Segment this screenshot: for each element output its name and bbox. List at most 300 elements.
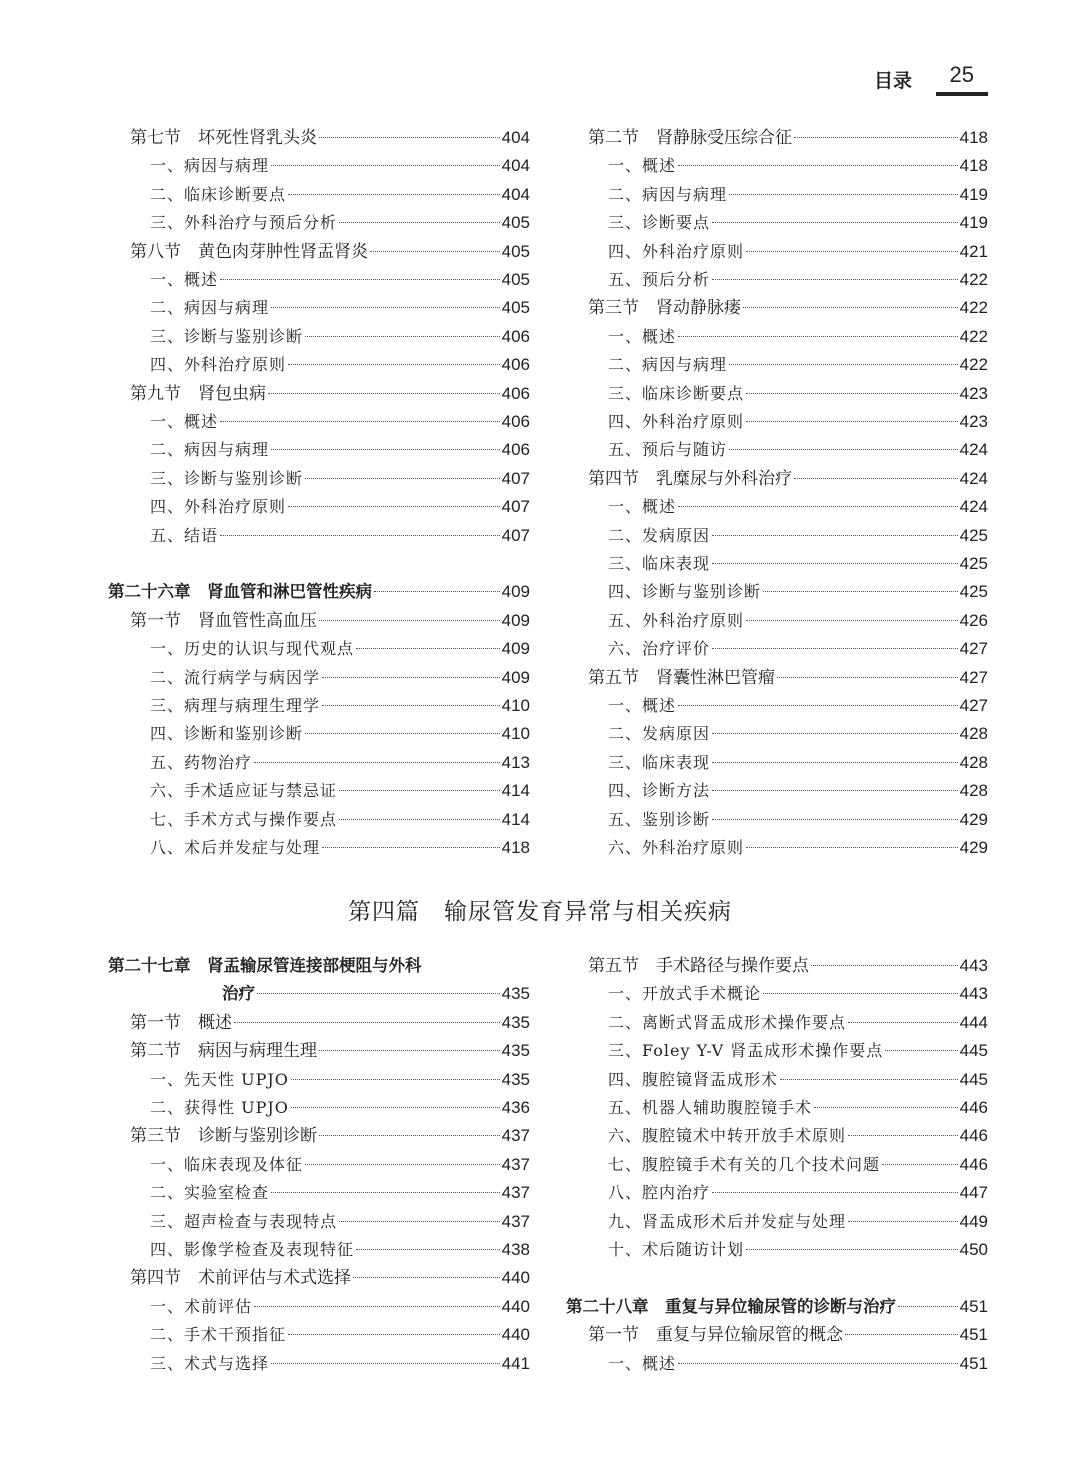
toc-page-number: 435 — [501, 1012, 530, 1032]
toc-section-entry[interactable] — [108, 380, 530, 408]
toc-page-number: 406 — [501, 326, 530, 346]
toc-entry-title: 一、病因与病理 — [150, 156, 270, 176]
toc-leader-dots — [746, 1248, 958, 1250]
toc-page-number: 446 — [959, 1098, 988, 1117]
toc-entry-title: 六、腹腔镜术中转开放手术原则 — [608, 1126, 847, 1146]
toc-subsection-entry[interactable] — [566, 152, 988, 180]
toc-page-number: 444 — [959, 1012, 988, 1032]
toc-leader-dots — [305, 732, 500, 734]
toc-page-number: 423 — [959, 412, 988, 431]
toc-page-number: 437 — [501, 1154, 530, 1174]
toc-leader-dots — [678, 704, 958, 706]
toc-subsection-entry[interactable] — [566, 1066, 988, 1094]
toc-page-number: 404 — [501, 184, 530, 204]
toc-subsection-entry[interactable] — [108, 351, 530, 379]
toc-page-number: 407 — [501, 468, 530, 488]
toc-page-number: 406 — [501, 412, 530, 431]
toc-page-number: 443 — [959, 984, 988, 1004]
toc-page-number: 451 — [959, 1325, 988, 1345]
toc-leader-dots — [678, 335, 958, 337]
toc-entry-title: 二、流行病学与病因学 — [150, 667, 321, 687]
toc-page-number: 426 — [959, 610, 988, 630]
toc-leader-dots — [763, 992, 958, 994]
toc-section-entry[interactable] — [108, 1009, 530, 1037]
toc-leader-dots — [305, 335, 500, 337]
toc-subsection-entry[interactable] — [566, 578, 988, 606]
toc-entry-title: 三、超声检查与表现特点 — [150, 1211, 338, 1231]
toc-section-entry[interactable] — [108, 124, 530, 152]
toc-entry-title: 八、腔内治疗 — [608, 1183, 711, 1203]
toc-subsection-entry[interactable] — [566, 806, 988, 834]
toc-leader-dots — [220, 278, 500, 280]
toc-leader-dots — [845, 1333, 958, 1335]
toc-leader-dots — [291, 1078, 500, 1080]
toc-page-number: 435 — [501, 1041, 530, 1061]
toc-subsection-entry[interactable] — [108, 1321, 530, 1349]
toc-entry-title: 第七节 坏死性肾乳头炎 — [130, 128, 317, 148]
toc-leader-dots — [743, 306, 958, 308]
toc-entry-title: 八、术后并发症与处理 — [150, 838, 321, 857]
toc-page-number: 437 — [501, 1183, 530, 1203]
toc-leader-dots — [746, 392, 958, 394]
toc-entry-title: 四、外科治疗原则 — [150, 355, 287, 375]
toc-leader-dots — [763, 590, 958, 592]
toc-page-number: 424 — [959, 497, 988, 517]
toc-entry-title: 一、临床表现及体征 — [150, 1154, 304, 1174]
toc-page-number: 451 — [959, 1296, 988, 1316]
toc-page-number: 428 — [959, 724, 988, 744]
toc-leader-dots — [288, 193, 500, 195]
toc-subsection-entry[interactable] — [566, 1037, 988, 1065]
toc-page-number: 406 — [501, 355, 530, 375]
toc-entry-title: 二、病因与病理 — [150, 440, 270, 460]
toc-leader-dots — [729, 193, 958, 195]
toc-entry-title: 二、病因与病理 — [608, 355, 728, 375]
toc-leader-dots — [356, 1248, 500, 1250]
toc-subsection-entry[interactable] — [108, 493, 530, 521]
toc-subsection-entry[interactable] — [108, 834, 530, 862]
toc-entry-title: 二、获得性 UPJO — [150, 1098, 289, 1117]
toc-subsection-entry[interactable] — [566, 380, 988, 408]
toc-leader-dots — [712, 221, 958, 223]
toc-section-entry[interactable] — [108, 607, 530, 635]
toc-leader-dots — [339, 789, 500, 791]
toc-leader-dots — [712, 562, 958, 564]
toc-page-number: 407 — [501, 497, 530, 517]
toc-leader-dots — [271, 164, 500, 166]
toc-subsection-entry[interactable] — [108, 1293, 530, 1321]
toc-subsection-entry[interactable] — [566, 980, 988, 1008]
toc-entry-title: 一、概述 — [150, 270, 219, 289]
toc-entry-title: 第一节 重复与异位输尿管的概念 — [588, 1325, 843, 1346]
toc-entry-title: 二、病因与病理 — [150, 298, 270, 318]
toc-page-number: 425 — [959, 525, 988, 545]
toc-page-number: 409 — [501, 667, 530, 687]
toc-leader-dots — [288, 1333, 500, 1335]
toc-entry-title: 六、外科治疗原则 — [608, 838, 745, 857]
toc-subsection-entry[interactable] — [108, 664, 530, 692]
toc-entry-title: 第三节 肾动静脉瘘 — [588, 298, 741, 319]
toc-entry-title: 四、外科治疗原则 — [608, 241, 745, 261]
toc-entry-title: 第二节 病因与病理生理 — [130, 1041, 317, 1062]
toc-entry-title: 第九节 肾包虫病 — [130, 383, 266, 404]
toc-subsection-entry[interactable] — [566, 834, 988, 862]
toc-section-entry[interactable] — [108, 1122, 530, 1150]
toc-page-number: 440 — [501, 1268, 530, 1288]
toc-leader-dots — [678, 1362, 958, 1364]
toc-subsection-entry[interactable] — [108, 181, 530, 209]
toc-entry-title: 第五节 肾囊性淋巴管瘤 — [588, 667, 775, 688]
toc-page-number: 427 — [959, 639, 988, 659]
toc-entry-title: 一、概述 — [608, 696, 677, 715]
toc-page-number: 406 — [501, 440, 530, 460]
toc-leader-dots — [257, 992, 500, 994]
toc-entry-title: 三、诊断与鉴别诊断 — [150, 468, 304, 488]
toc-subsection-entry[interactable] — [108, 294, 530, 322]
toc-page-number: 446 — [959, 1154, 988, 1174]
header-rule — [936, 92, 988, 96]
toc-subsection-entry[interactable] — [108, 152, 530, 180]
toc-leader-dots — [220, 420, 500, 422]
toc-leader-dots — [319, 1049, 500, 1051]
toc-subsection-entry[interactable] — [566, 1151, 988, 1179]
toc-leader-dots — [322, 704, 500, 706]
toc-entry-title: 五、鉴别诊断 — [608, 809, 711, 829]
toc-leader-dots — [848, 1134, 958, 1136]
toc-subsection-entry[interactable] — [108, 436, 530, 464]
toc-page-number: 436 — [501, 1098, 530, 1117]
toc-page-number: 427 — [959, 696, 988, 715]
toc-leader-dots — [322, 846, 500, 848]
toc-subsection-entry[interactable] — [566, 1179, 988, 1207]
toc-leader-dots — [305, 1163, 500, 1165]
toc-subsection-entry[interactable] — [566, 550, 988, 578]
toc-page-number: 404 — [501, 128, 530, 147]
toc-subsection-entry[interactable] — [566, 1009, 988, 1037]
toc-page-number: 425 — [959, 582, 988, 602]
toc-subsection-entry[interactable] — [108, 266, 530, 294]
toc-leader-dots — [712, 761, 958, 763]
toc-subsection-entry[interactable] — [108, 635, 530, 663]
toc-entry-title: 三、Foley Y-V 肾盂成形术操作要点 — [608, 1041, 884, 1061]
toc-chapter-entry[interactable] — [108, 578, 530, 606]
toc-entry-title: 二、临床诊断要点 — [150, 184, 287, 204]
toc-entry-title: 一、历史的认识与现代观点 — [150, 639, 355, 659]
toc-subsection-entry[interactable] — [566, 408, 988, 436]
toc-entry-title: 第一节 概述 — [130, 1012, 232, 1033]
toc-entry-title: 一、概述 — [608, 156, 677, 176]
toc-leader-dots — [678, 505, 958, 507]
toc-entry-title: 五、结语 — [150, 525, 219, 545]
toc-section-entry[interactable] — [566, 124, 988, 152]
toc-entry-title: 第三节 诊断与鉴别诊断 — [130, 1126, 317, 1147]
toc-page-number: 424 — [959, 440, 988, 460]
toc-entry-title: 三、诊断要点 — [608, 213, 711, 233]
toc-subsection-entry[interactable] — [566, 522, 988, 550]
toc-leader-dots — [811, 964, 958, 966]
toc-page-number: 409 — [501, 639, 530, 659]
toc-entry-title: 三、临床表现 — [608, 554, 711, 573]
toc-subsection-entry[interactable] — [108, 1094, 530, 1122]
toc-page-number: 438 — [501, 1240, 530, 1259]
toc-subsection-entry[interactable] — [566, 1122, 988, 1150]
toc-section-entry[interactable] — [566, 294, 988, 322]
toc-subsection-entry[interactable] — [108, 408, 530, 436]
toc-page-number: 437 — [501, 1126, 530, 1146]
toc-subsection-entry[interactable] — [566, 351, 988, 379]
toc-section-entry[interactable] — [108, 1037, 530, 1065]
toc-subsection-entry[interactable] — [566, 181, 988, 209]
toc-entry-title: 四、诊断与鉴别诊断 — [608, 582, 762, 602]
toc-page-number: 425 — [959, 554, 988, 573]
toc-chapter-entry[interactable] — [108, 952, 530, 980]
toc-leader-dots — [353, 1276, 500, 1278]
toc-page-number: 429 — [959, 809, 988, 829]
toc-entry-title: 三、外科治疗与预后分析 — [150, 213, 338, 233]
toc-entry-title: 一、概述 — [150, 412, 219, 431]
toc-subsection-entry[interactable] — [566, 436, 988, 464]
toc-subsection-entry[interactable] — [108, 749, 530, 777]
toc-leader-dots — [291, 1106, 500, 1108]
toc-subsection-entry[interactable] — [566, 692, 988, 720]
toc-entry-title: 治疗 — [222, 984, 255, 1004]
toc-section-entry[interactable] — [108, 238, 530, 266]
toc-section-entry[interactable] — [108, 1264, 530, 1292]
toc-entry-title: 三、术式与选择 — [150, 1353, 270, 1373]
toc-entry-title: 六、治疗评价 — [608, 639, 711, 659]
toc-page-number: 428 — [959, 752, 988, 772]
toc-page-number: 404 — [501, 156, 530, 176]
toc-entry-title: 四、诊断和鉴别诊断 — [150, 724, 304, 744]
toc-leader-dots — [712, 789, 958, 791]
toc-entry-title: 四、腹腔镜肾盂成形术 — [608, 1069, 779, 1089]
toc-subsection-entry[interactable] — [108, 692, 530, 720]
toc-leader-dots — [848, 1021, 958, 1023]
toc-page-number: 441 — [501, 1353, 530, 1373]
toc-entry-title: 一、开放式手术概论 — [608, 984, 762, 1004]
toc-subsection-entry[interactable] — [566, 209, 988, 237]
toc-leader-dots — [339, 221, 500, 223]
toc-entry-title: 九、肾盂成形术后并发症与处理 — [608, 1211, 847, 1231]
toc-page-number: 405 — [501, 213, 530, 233]
toc-page-number: 421 — [959, 241, 988, 261]
toc-subsection-entry[interactable] — [566, 1236, 988, 1264]
toc-entry-title: 第五节 手术路径与操作要点 — [588, 956, 809, 976]
toc-page-number: 405 — [501, 270, 530, 289]
toc-page-number: 443 — [959, 956, 988, 975]
toc-chapter-entry[interactable] — [566, 1293, 988, 1321]
toc-page-number: 413 — [501, 752, 530, 772]
toc-entry-title: 第一节 肾血管性高血压 — [130, 610, 317, 631]
toc-leader-dots — [271, 1191, 500, 1193]
toc-entry-title: 五、药物治疗 — [150, 752, 253, 772]
toc-page-number: 414 — [501, 781, 530, 801]
toc-leader-dots — [339, 818, 500, 820]
toc-entry-title: 第二十八章 重复与异位输尿管的诊断与治疗 — [566, 1296, 896, 1316]
toc-page-number: 418 — [959, 156, 988, 176]
toc-leader-dots — [319, 136, 500, 138]
toc-subsection-entry[interactable] — [566, 493, 988, 521]
toc-subsection-entry[interactable] — [566, 749, 988, 777]
toc-entry-title: 二、病因与病理 — [608, 184, 728, 204]
toc-leader-dots — [356, 647, 500, 649]
toc-subsection-entry[interactable] — [108, 777, 530, 805]
toc-leader-dots — [271, 306, 500, 308]
toc-subsection-entry[interactable] — [566, 1208, 988, 1236]
toc-subsection-entry[interactable] — [108, 1236, 530, 1264]
toc-page-number: 422 — [959, 326, 988, 346]
toc-page-number: 422 — [959, 355, 988, 375]
toc-section-entry[interactable] — [566, 952, 988, 980]
toc-entry-title: 三、病理与病理生理学 — [150, 696, 321, 715]
toc-subsection-entry[interactable] — [108, 1350, 530, 1378]
toc-entry-title: 第八节 黄色肉芽肿性肾盂肾炎 — [130, 241, 368, 262]
toc-page-number: 414 — [501, 809, 530, 829]
toc-entry-title: 第二十六章 肾血管和淋巴管性疾病 — [108, 582, 372, 602]
toc-page-number: 446 — [959, 1126, 988, 1146]
toc-page-number: 435 — [501, 1069, 530, 1089]
toc-leader-dots — [794, 136, 958, 138]
toc-page-number: 447 — [959, 1183, 988, 1203]
page-header — [0, 58, 988, 98]
toc-subsection-entry[interactable] — [566, 1094, 988, 1122]
toc-entry-title: 第二十七章 肾盂输尿管连接部梗阻与外科 — [108, 956, 422, 975]
toc-page-number: 422 — [959, 298, 988, 318]
toc-entry-title: 五、预后分析 — [608, 270, 711, 289]
toc-entry-title: 五、预后与随访 — [608, 440, 728, 460]
toc-subsection-entry[interactable] — [108, 1151, 530, 1179]
toc-page-number: 440 — [501, 1325, 530, 1345]
toc-entry-title: 十、术后随访计划 — [608, 1240, 745, 1259]
toc-leader-dots — [271, 448, 500, 450]
toc-entry-title: 一、概述 — [608, 497, 677, 517]
toc-leader-dots — [254, 1305, 500, 1307]
toc-leader-dots — [712, 647, 958, 649]
toc-section-entry[interactable] — [566, 465, 988, 493]
toc-subsection-entry[interactable] — [108, 209, 530, 237]
toc-subsection-entry[interactable] — [108, 522, 530, 550]
toc-leader-dots — [220, 534, 500, 536]
toc-subsection-entry[interactable] — [108, 1066, 530, 1094]
toc-leader-dots — [882, 1163, 958, 1165]
toc-leader-dots — [746, 250, 958, 252]
toc-subsection-entry[interactable] — [566, 238, 988, 266]
toc-page-number: 418 — [501, 838, 530, 857]
toc-page-number: 427 — [959, 667, 988, 687]
page-number: 25 — [949, 62, 974, 87]
toc-leader-dots — [322, 676, 500, 678]
toc-subsection-entry[interactable] — [108, 465, 530, 493]
toc-subsection-entry[interactable] — [566, 607, 988, 635]
toc-subsection-entry[interactable] — [108, 720, 530, 748]
toc-entry-title: 二、发病原因 — [608, 525, 711, 545]
toc-leader-dots — [319, 1134, 500, 1136]
toc-leader-dots — [712, 732, 958, 734]
toc-entry-title: 第四节 乳糜尿与外科治疗 — [588, 468, 792, 489]
toc-subsection-entry[interactable] — [566, 777, 988, 805]
toc-entry-title: 第二节 肾静脉受压综合征 — [588, 128, 792, 148]
toc-entry-title: 二、离断式肾盂成形术操作要点 — [608, 1012, 847, 1032]
toc-leader-dots — [370, 250, 500, 252]
toc-entry-title: 四、外科治疗原则 — [608, 412, 745, 431]
toc-subsection-entry[interactable] — [108, 1179, 530, 1207]
toc-leader-dots — [305, 477, 500, 479]
toc-entry-title: 一、先天性 UPJO — [150, 1069, 289, 1089]
toc-entry-title: 三、临床诊断要点 — [608, 383, 745, 403]
toc-page-number: 406 — [501, 383, 530, 403]
toc-subsection-entry[interactable] — [566, 323, 988, 351]
toc-subsection-entry[interactable] — [566, 720, 988, 748]
toc-chapter-entry[interactable] — [108, 980, 530, 1008]
toc-leader-dots — [374, 590, 500, 592]
toc-page-number: 429 — [959, 838, 988, 857]
toc-leader-dots — [814, 1106, 958, 1108]
toc-subsection-entry[interactable] — [566, 1350, 988, 1378]
toc-entry-title: 五、机器人辅助腹腔镜手术 — [608, 1098, 813, 1117]
toc-page-number: 435 — [501, 984, 530, 1004]
toc-subsection-entry[interactable] — [566, 635, 988, 663]
toc-entry-title: 一、概述 — [608, 1353, 677, 1373]
toc-entry-title: 一、术前评估 — [150, 1296, 253, 1316]
toc-leader-dots — [746, 420, 958, 422]
toc-leader-dots — [848, 1220, 958, 1222]
toc-page-number: 405 — [501, 241, 530, 261]
toc-leader-dots — [794, 477, 958, 479]
toc-page-number: 423 — [959, 383, 988, 403]
toc-section-entry[interactable] — [566, 664, 988, 692]
part-title: 第四篇 输尿管发育异常与相关疾病 — [348, 899, 732, 925]
toc-page-number: 445 — [959, 1069, 988, 1089]
toc-entry-title: 六、手术适应证与禁忌证 — [150, 781, 338, 801]
toc-leader-dots — [319, 619, 500, 621]
toc-leader-dots — [712, 1191, 958, 1193]
toc-page-number: 445 — [959, 1041, 988, 1061]
toc-page-number: 451 — [959, 1353, 988, 1373]
toc-page-number: 419 — [959, 213, 988, 233]
toc-entry-title: 三、诊断与鉴别诊断 — [150, 326, 304, 346]
toc-section-entry[interactable] — [566, 1321, 988, 1349]
toc-page-number: 428 — [959, 781, 988, 801]
toc-page-number: 409 — [501, 610, 530, 630]
toc-page-number: 405 — [501, 298, 530, 318]
toc-entry-title: 三、临床表现 — [608, 752, 711, 772]
toc-entry-title: 二、手术干预指征 — [150, 1325, 287, 1345]
toc-leader-dots — [712, 534, 958, 536]
toc-entry-title: 七、手术方式与操作要点 — [150, 809, 338, 829]
toc-leader-dots — [729, 363, 958, 365]
toc-entry-title: 第四节 术前评估与术式选择 — [130, 1268, 351, 1289]
toc-entry-title: 二、发病原因 — [608, 724, 711, 744]
toc-page-number: 410 — [501, 724, 530, 744]
header-label: 目录 — [873, 70, 912, 92]
toc-subsection-entry[interactable] — [108, 806, 530, 834]
toc-subsection-entry[interactable] — [108, 323, 530, 351]
toc-leader-dots — [729, 448, 958, 450]
toc-leader-dots — [288, 505, 500, 507]
toc-leader-dots — [898, 1305, 958, 1307]
toc-entry-title: 四、诊断方法 — [608, 781, 711, 801]
toc-subsection-entry[interactable] — [108, 1208, 530, 1236]
toc-leader-dots — [268, 392, 500, 394]
toc-page-number: 424 — [959, 468, 988, 488]
toc-page-number: 407 — [501, 525, 530, 545]
toc-page-number: 440 — [501, 1296, 530, 1316]
toc-entry-title: 一、概述 — [608, 326, 677, 346]
toc-subsection-entry[interactable] — [566, 266, 988, 294]
toc-page-number: 410 — [501, 696, 530, 715]
toc-page-number: 450 — [959, 1240, 988, 1259]
toc-leader-dots — [780, 1078, 958, 1080]
